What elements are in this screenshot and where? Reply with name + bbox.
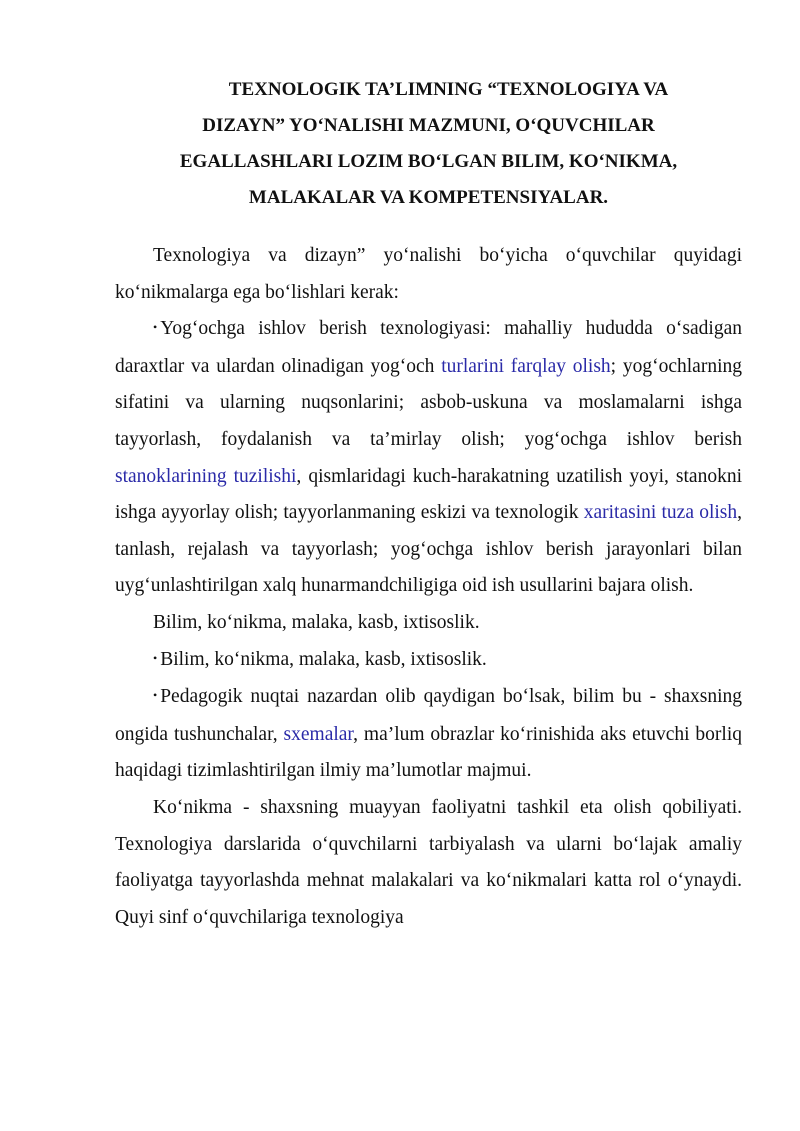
title-line-3: EGALLASHLARI LOZIM BO‘LGAN BILIM, KO‘NIKMA, xyxy=(179,151,678,172)
document-page xyxy=(115,72,742,936)
link-sxemalar[interactable]: sxemalar xyxy=(283,723,354,745)
text-segment: Pedagogik nuqtai nazardan olib qaydigan bo‘lsak, bilim bu - shaxsning ongida tushunchalar, xyxy=(115,686,742,745)
text-segment: , ma’lum obrazlar ko‘rinishida aks etuvchi borliq haqidagi tizimlashtirilgan ilmiy ma’lumotlar majmui. xyxy=(115,723,742,782)
paragraph-terms: Bilim, ko‘nikma, malaka, kasb, ixtisoslik. xyxy=(153,611,480,633)
text-segment: Yog‘ochga ishlov berish texnologiyasi: mahalliy hududda o‘sadigan daraxtlar va ulardan olinadigan yog‘och xyxy=(115,318,742,377)
title-line-1: TEXNOLOGIK TA’LIMNING “TEXNOLOGIYA VA xyxy=(228,79,669,100)
text-segment: , tanlash, rejalash va tayyorlash; yog‘ochga ishlov berish jarayonlari bilan uyg‘unlashtirilgan xalq hunarmandchiligiga oid ish usullarini bajara olish. xyxy=(115,502,743,597)
link-stanoklarining-tuzilishi[interactable]: stanoklarining tuzilishi xyxy=(115,465,297,487)
link-turlarini-farqlay-olish[interactable]: turlarini farqlay olish xyxy=(441,355,611,377)
title-line-4: MALAKALAR VA KOMPETENSIYALAR. xyxy=(248,187,609,208)
link-xaritasini-tuza-olish[interactable]: xaritasini tuza olish xyxy=(583,502,738,524)
bullet-icon: • xyxy=(153,650,158,665)
text-segment: ; yog‘ochlarning sifatini va ularning nuqsonlarini; asbob-uskuna va moslamalarni ishga tayyorlash, foydalanish va ta’mirlay olish; yog‘ochga ishlov berish xyxy=(115,355,742,450)
bullet-paragraph-bilim xyxy=(115,679,742,790)
text-segment: Bilim, ko‘nikma, malaka, kasb, ixtisoslik. xyxy=(160,648,487,670)
document-title xyxy=(115,72,742,216)
bullet-paragraph-woodwork xyxy=(115,311,742,605)
paragraph-konikma: Ko‘nikma - shaxsning muayyan faoliyatni tashkil eta olish qobiliyati. Texnologiya darslarida o‘quvchilarni tarbiyalash va ularni bo‘lajak amaliy faoliyatga tayyorlashda mehnat malakalari va ko‘nikmalari katta rol o‘ynaydi. Quyi sinf o‘quvchilariga texnologiya xyxy=(115,796,742,928)
bullet-paragraph-terms xyxy=(115,642,742,680)
text-segment: , qismlaridagi kuch-harakatning uzatilish yoyi, stanokni ishga ayyorlay olish; tayyorlanmaning eskizi va texnologik xyxy=(115,465,742,524)
bullet-icon: • xyxy=(153,688,158,703)
paragraph-intro: Texnologiya va dizayn” yo‘nalishi bo‘yicha o‘quvchilar quyidagi ko‘nikmalarga ega bo‘lishlari kerak: xyxy=(115,245,742,303)
bullet-icon: • xyxy=(153,320,158,335)
title-line-2: DIZAYN” YO‘NALISHI MAZMUNI, O‘QUVCHILAR xyxy=(202,115,655,136)
